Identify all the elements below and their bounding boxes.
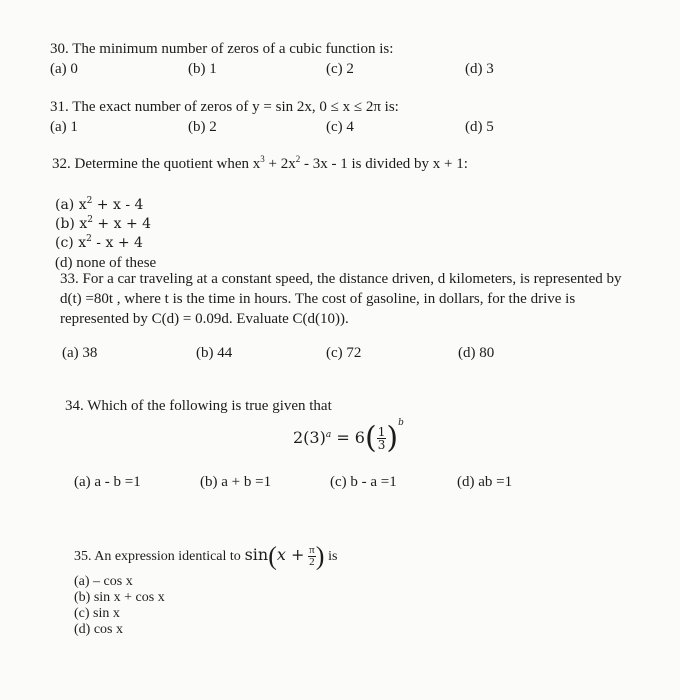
q32-option-a[interactable] [55,196,143,214]
q34-left-paren: ( [364,420,377,456]
q35-frac-num: π [309,544,315,557]
q32-option-c[interactable] [55,234,143,252]
q33-option-c[interactable]: (c) 72 [326,345,362,361]
q30-option-a[interactable]: (a) 0 [50,61,78,77]
q32-option-c-post: - x + 4 [91,235,143,251]
q32-option-b-exp: 2 [87,215,93,225]
q32-option-a-exp: 2 [86,196,93,206]
q35-option-a[interactable]: (a) – cos x [74,574,133,589]
q32-stem-mid2: - 3x - 1 is divided by x + 1: [300,156,468,172]
q30-stem: 30. The minimum number of zeros of a cubic function is: [50,41,394,57]
q35-left-paren: ( [268,541,277,571]
q33-option-b[interactable]: (b) 44 [196,345,233,361]
q34-frac-num: 1 [377,425,386,439]
q31-option-d[interactable]: (d) 5 [465,119,494,135]
q35-right-paren: ) [315,541,325,571]
q34-option-b[interactable]: (b) a + b =1 [200,474,272,490]
q35-option-b[interactable]: (b) sin x + cos x [74,590,165,605]
q34-option-a[interactable]: (a) a - b =1 [74,474,141,490]
q34-fraction [377,426,387,451]
q32-stem-mid1: + 2x [264,156,296,172]
q35-frac-den: 2 [309,556,315,569]
q32-option-c-pre: (c) x [55,235,87,251]
q35-option-d[interactable]: (d) cos x [74,622,123,637]
q32-stem-prefix: 32. Determine the quotient when x [52,156,261,172]
q35-fraction [308,545,316,568]
q30-option-d[interactable]: (d) 3 [465,61,494,77]
q33-line2: d(t) =80t , where t is the time in hours. The cost of gasoline, in dollars, for the drive is [60,291,576,307]
q35-option-c[interactable]: (c) sin x [74,606,120,621]
q34-equation [293,418,404,458]
q32-option-d[interactable]: (d) none of these [55,255,157,271]
q34-frac-den: 3 [377,438,386,452]
q32-option-a-post: + x - 4 [92,197,144,213]
q34-eq-right-exp: b [398,418,404,428]
q32-stem [52,155,468,173]
q31-option-c[interactable]: (c) 4 [326,119,354,135]
q32-option-a-pre: (a) x [55,197,87,213]
q35-stem-post: is [328,549,338,564]
q30-option-c[interactable]: (c) 2 [326,61,354,77]
q33-line3: represented by C(d) = 0.09d. Evaluate C(d(10)). [60,311,349,327]
q35-stem [74,538,337,572]
q31-stem: 31. The exact number of zeros of y = sin 2x, 0 ≤ x ≤ 2π is: [50,99,399,115]
q32-option-b-post: + x + 4 [92,216,152,232]
q34-option-c[interactable]: (c) b - a =1 [330,474,397,490]
q30-option-b[interactable]: (b) 1 [188,61,217,77]
q34-option-d[interactable]: (d) ab =1 [457,474,513,490]
q34-right-paren: ) [386,420,399,456]
q35-x: x + [276,545,305,564]
q34-eq-left: 2(3) [293,428,326,447]
q34-eq-left-exp: a [325,430,332,440]
q32-option-c-exp: 2 [86,234,92,244]
q33-option-d[interactable]: (d) 80 [458,345,495,361]
q32-exp2: 2 [295,154,301,164]
q33-option-a[interactable]: (a) 38 [62,345,98,361]
q32-option-b-pre: (b) x [55,216,88,232]
q34-stem: 34. Which of the following is true given that [65,398,332,414]
q33-line1: 33. For a car traveling at a constant speed, the distance driven, d kilometers, is represented by [60,271,622,287]
q32-exp3: 3 [260,154,265,164]
q32-option-b[interactable] [55,215,151,233]
q35-fn: sin [244,545,269,564]
q35-stem-pre: 35. An expression identical to [74,549,241,564]
q34-eq-eq: = 6 [336,428,365,447]
q31-option-a[interactable]: (a) 1 [50,119,78,135]
q31-option-b[interactable]: (b) 2 [188,119,217,135]
